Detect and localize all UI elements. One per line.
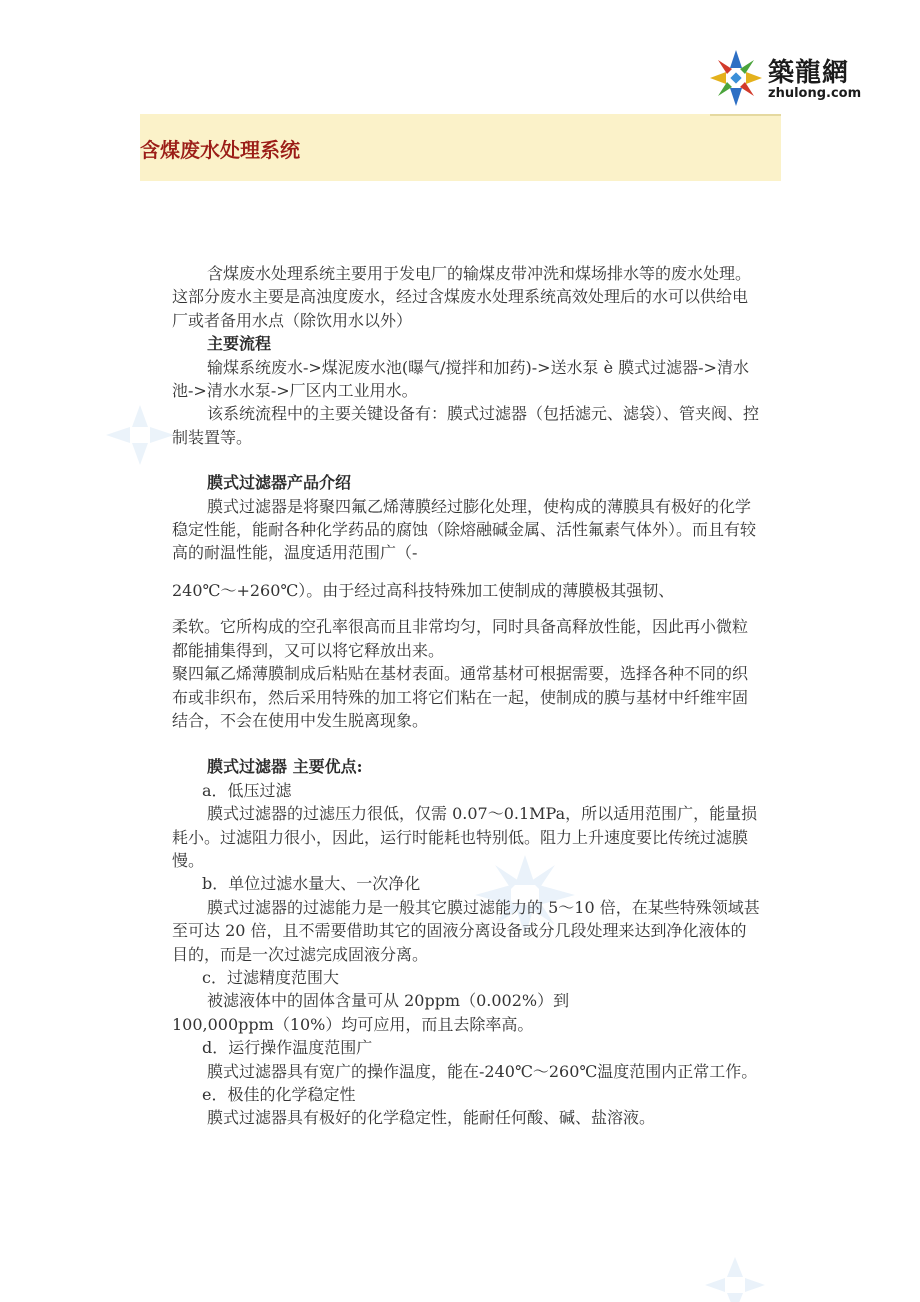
product-paragraph-3: 柔软。它所构成的空孔率很高而且非常均匀，同时具备高释放性能，因此再小微粒都能捕集得到，又可以将它释放出来。 [172,617,749,660]
logo-chinese-name: 築龍網 [768,58,850,88]
equipment-paragraph: 该系统流程中的主要关键设备有：膜式过滤器（包括滤元、滤袋）、管夹阀、控制装置等。 [172,404,760,447]
advantages-heading: 膜式过滤器 主要优点: [207,757,363,777]
watermark-snowflake-icon [700,1255,770,1302]
page-title: 含煤废水处理系统 [140,138,300,162]
advantage-text: 膜式过滤器的过滤压力很低，仅需 0.07～0.1MPa，所以适用范围广，能量损耗小。过滤阻力很小，因此，运行时能耗也特别低。阻力上升速度要比传统过滤膜慢。 [172,804,758,870]
advantage-text: 被滤液体中的固体含量可从 20ppm（0.002%）到 [207,991,570,1011]
advantage-heading: e．极佳的化学稳定性 [202,1085,356,1104]
watermark-snowflake-icon [100,400,180,470]
process-paragraph: 输煤系统废水->煤泥废水池(曝气/搅拌和加药)->送水泵 è 膜式过滤器->清水池->清水水泵->厂区内工业用水。 [172,357,749,401]
product-heading: 膜式过滤器产品介绍 [207,473,352,493]
advantage-heading: a．低压过滤 [202,780,292,800]
zhulong-logo [708,48,862,112]
logo-domain: zhulong.com [768,86,862,101]
advantage-heading: c．过滤精度范围大 [202,967,339,987]
advantage-text: 膜式过滤器的过滤能力是一般其它膜过滤能力的 5～10 倍，在某些特殊领域甚至可达 20 倍，且不需要借助其它的固液分离设备或分几段处理来达到净化液体的目的，而是一次过滤完成固液分离。 [172,897,760,964]
product-paragraph-2: 240℃～+260℃）。由于经过高科技特殊加工使制成的薄膜极其强韧、 [172,580,675,600]
intro-paragraph: 含煤废水处理系统主要用于发电厂的输煤皮带冲洗和煤场排水等的废水处理。这部分废水主要是高浊度废水，经过含煤废水处理系统高效处理后的水可以供给电厂或者备用水点（除饮用水以外） [172,264,752,330]
zhulong-logo-mark-icon [708,48,764,108]
advantage-heading: b．单位过滤水量大、一次净化 [202,874,421,894]
document-body [172,262,762,1130]
product-paragraph-4: 聚四氟乙烯薄膜制成后粘贴在基材表面。通常基材可根据需要，选择各种不同的织布或非织布，然后采用特殊的加工将它们粘在一起，使制成的膜与基材中纤维牢固结合，不会在使用中发生脱离现象。 [172,664,749,730]
advantage-text: 膜式过滤器具有极好的化学稳定性，能耐任何酸、碱、盐溶液。 [207,1108,656,1128]
advantage-heading: d．运行操作温度范围广 [202,1038,373,1058]
advantage-text-continued: 100,000ppm（10%）均可应用，而且去除率高。 [172,1014,534,1034]
advantage-text: 膜式过滤器具有宽广的操作温度，能在-240℃～260℃温度范围内正常工作。 [207,1061,758,1081]
process-heading: 主要流程 [207,334,272,354]
title-banner [140,114,781,181]
product-paragraph-1: 膜式过滤器是将聚四氟乙烯薄膜经过膨化处理，使构成的薄膜具有极好的化学稳定性能，能耐各种化学药品的腐蚀（除熔融碱金属、活性氟素气体外）。而且有较高的耐温性能，温度适用范围广（- [172,496,757,563]
